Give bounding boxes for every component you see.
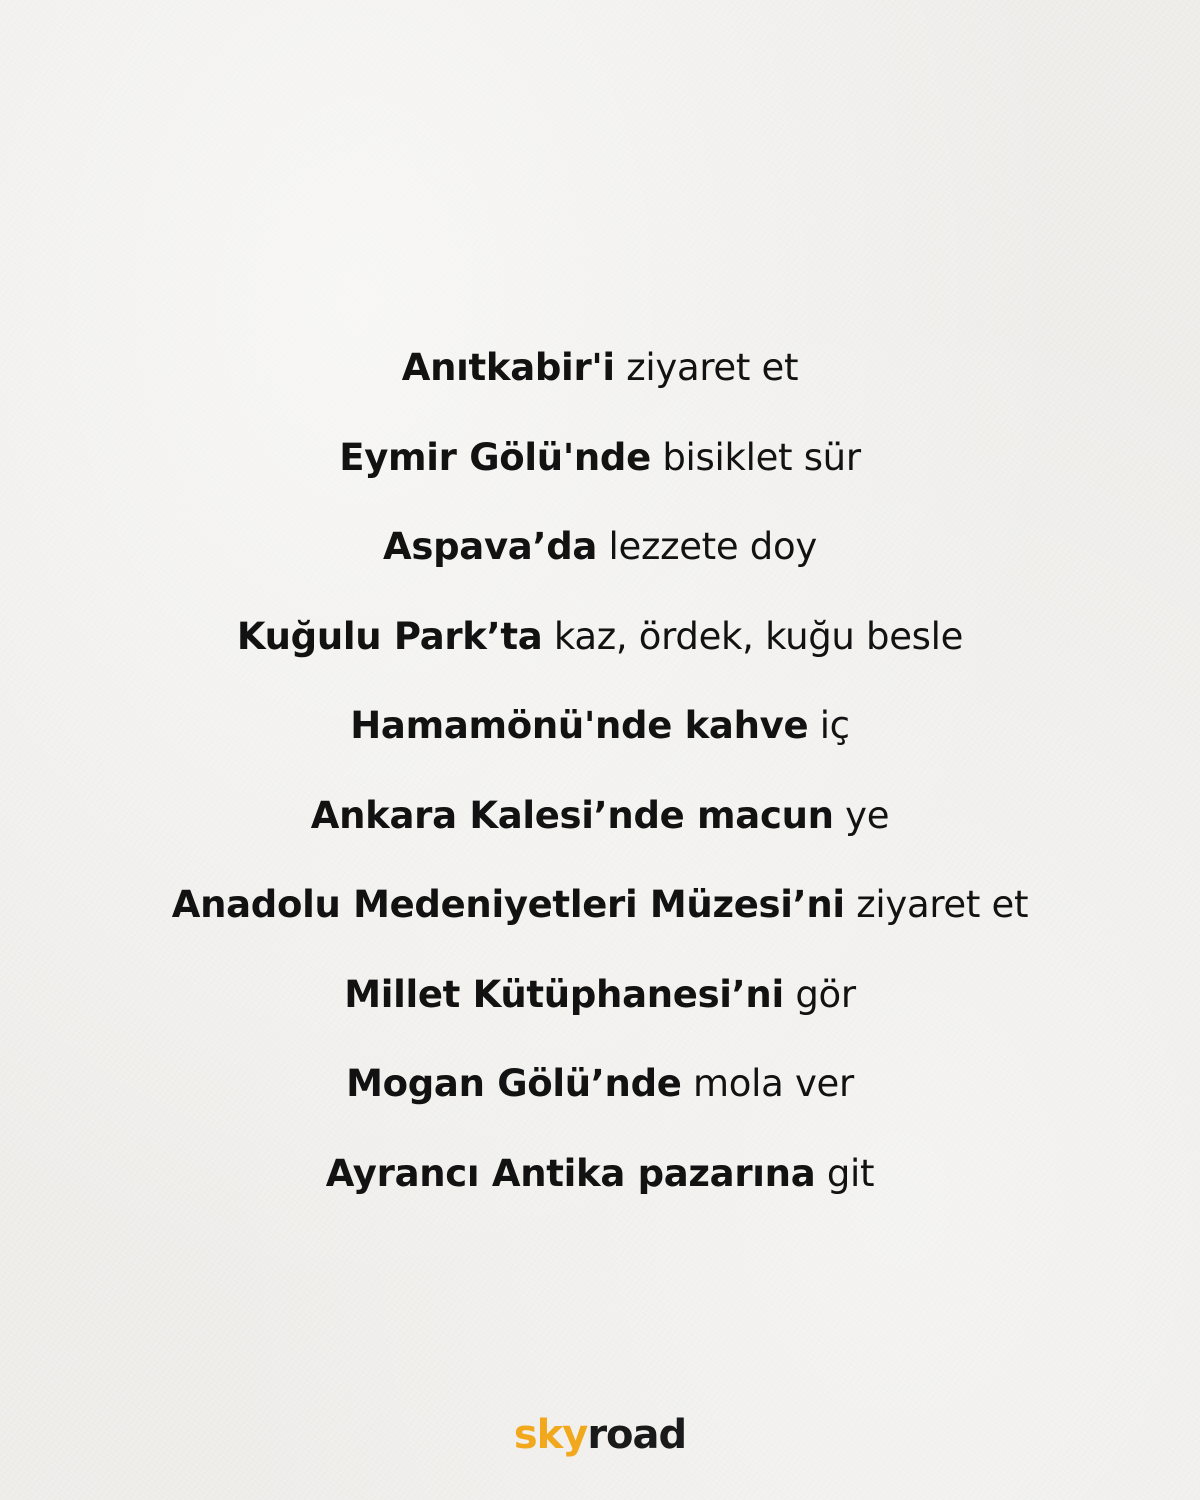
activity-text: ziyaret et bbox=[844, 883, 1029, 926]
logo-part-road: road bbox=[587, 1412, 687, 1458]
list-item bbox=[0, 698, 1200, 788]
list-item bbox=[0, 877, 1200, 967]
list-item bbox=[0, 1146, 1200, 1236]
place-name: Anadolu Medeniyetleri Müzesi’ni bbox=[171, 883, 845, 926]
list-item bbox=[0, 340, 1200, 430]
place-name: Ankara Kalesi’nde macun bbox=[310, 793, 834, 837]
activity-text: ye bbox=[833, 793, 890, 837]
skyroad-logo bbox=[0, 1405, 1200, 1465]
list-item bbox=[0, 1056, 1200, 1146]
place-name: Aspava’da bbox=[383, 525, 598, 568]
list-item bbox=[0, 788, 1200, 878]
activity-text: kaz, ördek, kuğu besle bbox=[542, 614, 964, 658]
logo-part-sky: sky bbox=[513, 1412, 588, 1458]
place-name: Ayrancı Antika pazarına bbox=[325, 1151, 816, 1195]
list-item bbox=[0, 967, 1200, 1057]
activity-text: gör bbox=[783, 972, 856, 1016]
activity-text: lezzete doy bbox=[597, 525, 817, 568]
list-item bbox=[0, 430, 1200, 520]
place-name: Millet Kütüphanesi’ni bbox=[344, 972, 784, 1016]
activity-text: bisiklet sür bbox=[650, 435, 861, 479]
place-name: Anıtkabir'i bbox=[401, 346, 615, 389]
place-name: Hamamönü'nde kahve bbox=[350, 704, 809, 747]
list-item bbox=[0, 519, 1200, 609]
list-item bbox=[0, 609, 1200, 699]
place-name: Kuğulu Park’ta bbox=[236, 614, 543, 658]
place-name: Mogan Gölü’nde bbox=[346, 1062, 682, 1105]
place-name: Eymir Gölü'nde bbox=[339, 435, 651, 479]
activity-list bbox=[0, 340, 1200, 1235]
activity-text: mola ver bbox=[681, 1062, 854, 1105]
activity-text: iç bbox=[808, 704, 850, 747]
activity-text: git bbox=[815, 1151, 875, 1195]
activity-text: ziyaret et bbox=[614, 346, 799, 389]
